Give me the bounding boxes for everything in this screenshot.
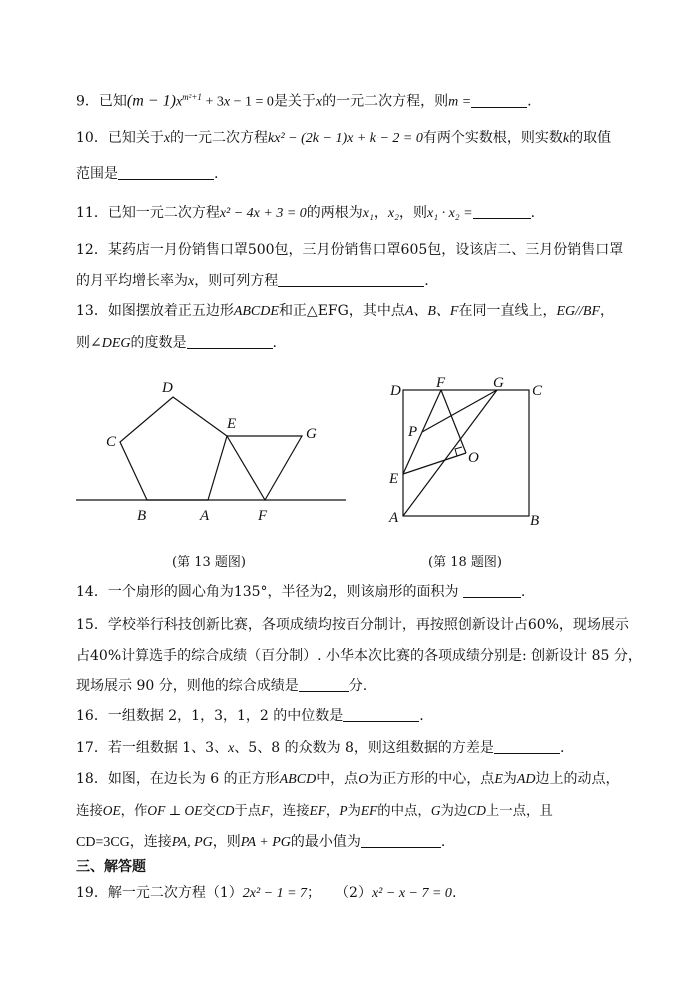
answer-blank[interactable] (299, 677, 349, 692)
label-D: D (390, 383, 401, 399)
label-D: D (162, 380, 173, 396)
segment-eo (403, 453, 466, 474)
question-15-line3: 现场展示 90 分，则他的综合成绩是 分. (76, 678, 368, 694)
label-F: F (258, 508, 268, 524)
label-F: F (436, 375, 446, 391)
question-19: 19．解一元二次方程（1）2x² − 1 = 7； （2）x² − x − 7 = 0. (76, 885, 457, 901)
label-C: C (106, 434, 117, 450)
question-9: 9．已知$(m - 1)x^{m^2+1} + 3x - 1 = 0$是关于x的一元二次方程，则m = . (76, 92, 532, 110)
segment-ag (403, 390, 497, 516)
math-exponent: m²+1 (182, 92, 202, 102)
triangle-efg (227, 436, 302, 500)
question-13: 13．如图摆放着正五边形ABCDE和正△EFG，其中点A、B、F在同一直线上，EG//BF， (76, 303, 615, 319)
question-16: 16．一组数据 2，1，3，1，2 的中位数是 . (76, 708, 424, 724)
math-equation: kx² − (2k − 1)x + k − 2 = 0 (268, 131, 423, 146)
label-B: B (530, 513, 540, 529)
label-E: E (227, 416, 237, 432)
label-O: O (468, 450, 479, 466)
question-12-line2: 的月平均增长率为x，则可列方程 . (76, 273, 429, 289)
answer-blank[interactable] (187, 334, 273, 349)
figure-13 (60, 370, 360, 530)
answer-blank[interactable] (463, 583, 521, 598)
answer-blank[interactable] (361, 833, 441, 848)
question-18-line3: CD=3CG，连接PA, PG，则PA + PG的最小值为 . (76, 834, 446, 850)
section-heading: 三、解答题 (76, 859, 146, 875)
question-13-line2: 则∠DEG的度数是 . (76, 335, 277, 351)
label-C: C (532, 383, 543, 399)
math-var: x (175, 94, 183, 110)
label-A: A (200, 508, 210, 524)
question-18-line2: 连接OE，作OF ⊥ OE交CD于点F，连接EF，P为EF的中点，G为边CD上一点，且 (76, 803, 553, 819)
question-15-line2: 占40%计算选手的综合成绩（百分制）. 小华本次比赛的各项成绩分别是: 创新设计 85 分， (76, 648, 642, 664)
question-11: 11．已知一元二次方程x² − 4x + 3 = 0的两根为x₁，x₂，则x₁ · x₂ = . (76, 205, 536, 221)
pentagon-abcde (120, 397, 227, 500)
answer-blank[interactable] (278, 272, 424, 287)
label-E: E (389, 471, 399, 487)
question-18: 18．如图，在边长为 6 的正方形ABCD中，点O为正方形的中心，点E为AD边上的动点， (76, 771, 620, 787)
figure-18-caption: (第 18 题图) (428, 555, 502, 570)
figure-13-caption: (第 13 题图) (172, 555, 246, 570)
figure-18 (380, 370, 560, 535)
math-expr: (m − 1) (126, 92, 176, 110)
segment-fo (441, 390, 466, 453)
answer-blank[interactable] (118, 165, 214, 180)
question-10: 10．已知关于x的一元二次方程kx² − (2k − 1)x + k − 2 = 0有两个实数根，则实数k的取值 (76, 130, 612, 146)
question-12: 12．某药店一月份销售口罩500包，三月份销售口罩605包，设该店二、三月份销售口罩 (76, 242, 624, 258)
question-14: 14．一个扇形的圆心角为135°，半径为2，则该扇形的面积为 . (76, 584, 526, 600)
label-P: P (408, 424, 418, 440)
segment-pg (422, 390, 497, 432)
label-G: G (493, 375, 504, 391)
label-A: A (389, 510, 399, 526)
label-G: G (306, 426, 317, 442)
answer-blank[interactable] (343, 707, 419, 722)
answer-blank[interactable] (473, 204, 531, 219)
label-B: B (137, 508, 147, 524)
answer-blank[interactable] (471, 93, 527, 108)
answer-blank[interactable] (494, 739, 560, 754)
question-15: 15．学校举行科技创新比赛，各项成绩均按百分制计，再按照创新设计占60%，现场展示 (76, 617, 629, 633)
question-17: 17．若一组数据 1、3、x、5、8 的众数为 8，则这组数据的方差是 . (76, 740, 565, 756)
question-10-line2: 范围是 . (76, 166, 219, 182)
